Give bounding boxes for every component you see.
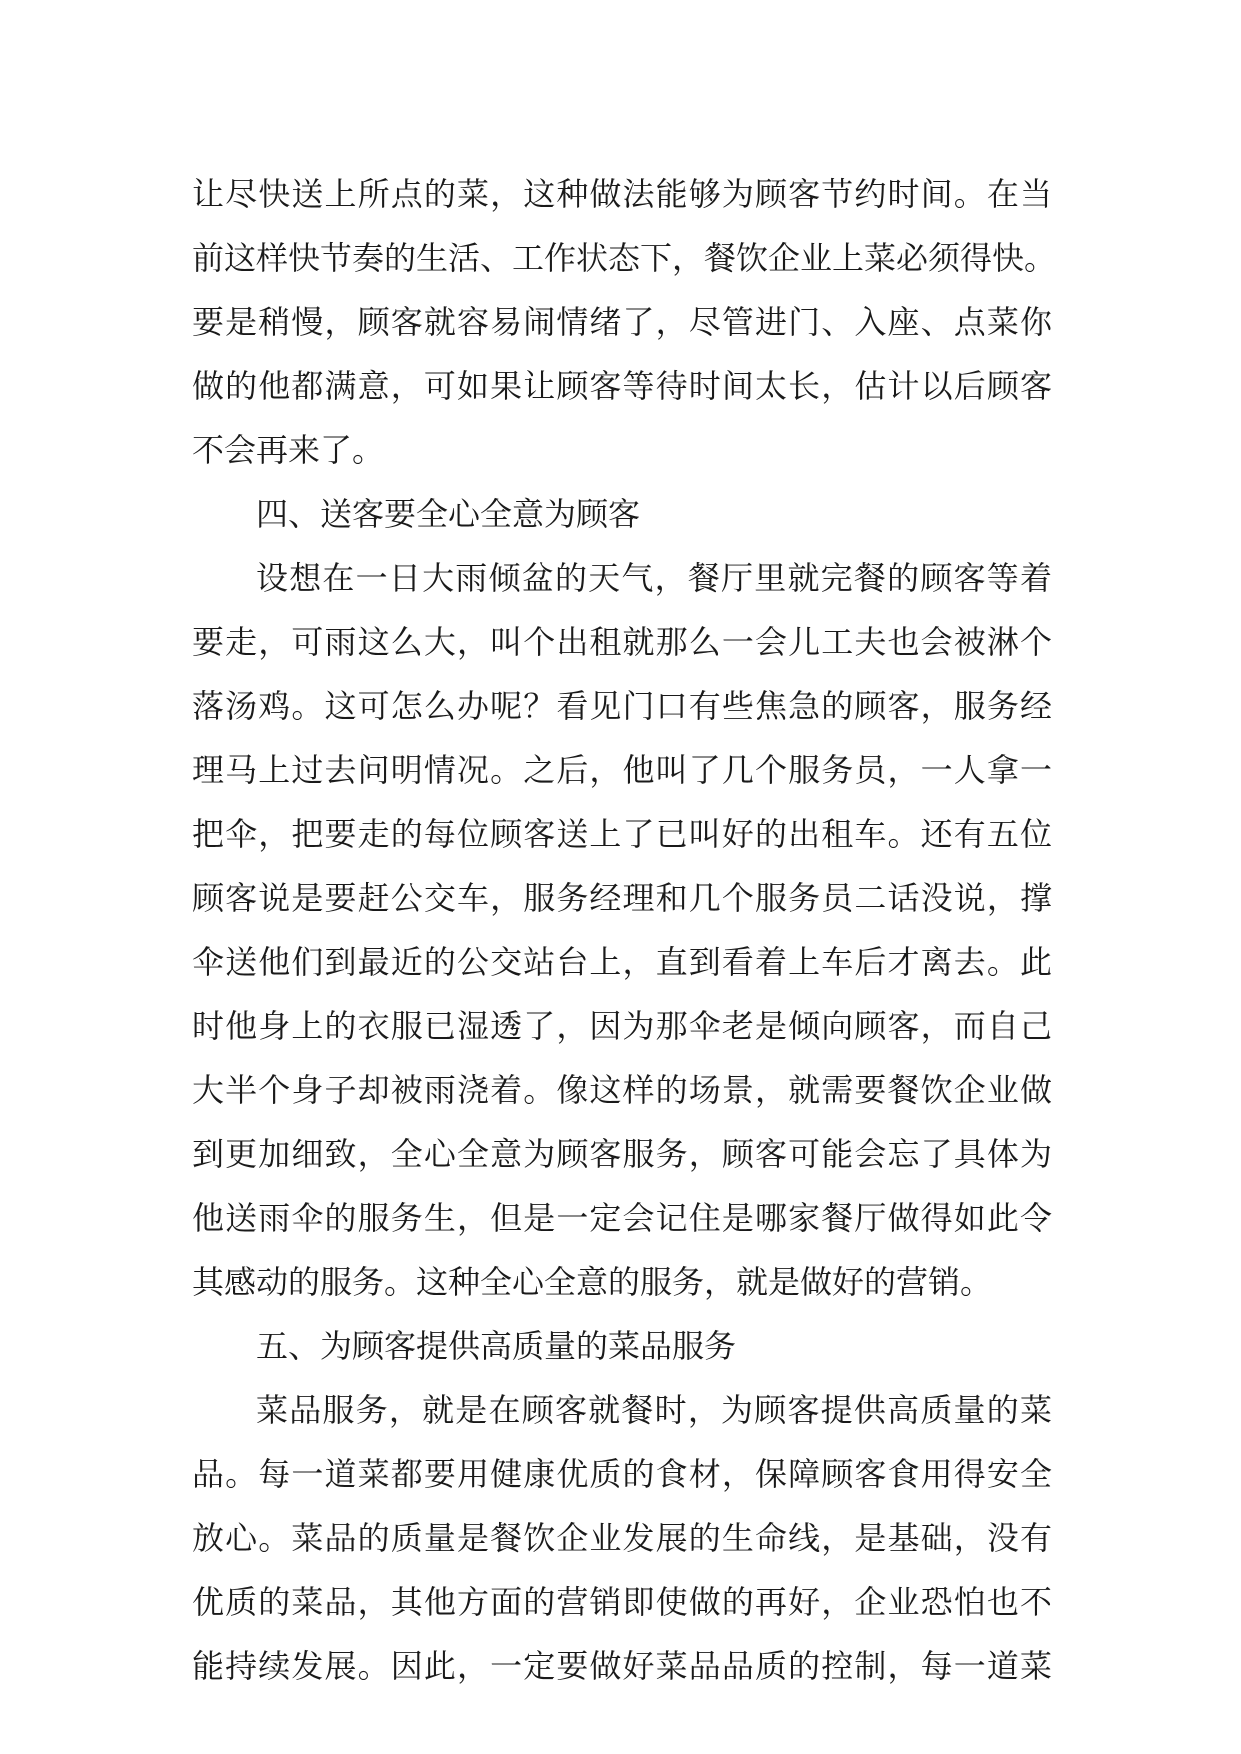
text-line: 顾客说是要赶公交车，服务经理和几个服务员二话没说，撑 <box>192 879 1052 917</box>
section-heading-4: 四、送客要全心全意为顾客 <box>256 495 641 533</box>
paragraph-first-line: 菜品服务，就是在顾客就餐时，为顾客提供高质量的菜 <box>256 1391 1052 1429</box>
text-line: 他送雨伞的服务生，但是一定会记住是哪家餐厅做得如此令 <box>192 1199 1052 1237</box>
section-heading-5: 五、为顾客提供高质量的菜品服务 <box>256 1327 737 1365</box>
text-line: 要走，可雨这么大，叫个出租就那么一会儿工夫也会被淋个 <box>192 623 1052 661</box>
text-line: 理马上过去问明情况。之后，他叫了几个服务员，一人拿一 <box>192 751 1052 789</box>
paragraph-first-line: 设想在一日大雨倾盆的天气，餐厅里就完餐的顾客等着 <box>256 559 1052 597</box>
text-line: 其感动的服务。这种全心全意的服务，就是做好的营销。 <box>192 1263 993 1301</box>
text-line: 伞送他们到最近的公交站台上，直到看着上车后才离去。此 <box>192 943 1052 981</box>
text-line: 让尽快送上所点的菜，这种做法能够为顾客节约时间。在当 <box>192 175 1052 213</box>
text-line: 能持续发展。因此，一定要做好菜品品质的控制，每一道菜 <box>192 1647 1052 1685</box>
text-line: 前这样快节奏的生活、工作状态下，餐饮企业上菜必须得快。 <box>192 239 1057 277</box>
text-line: 做的他都满意，可如果让顾客等待时间太长，估计以后顾客 <box>192 367 1052 405</box>
text-line: 到更加细致，全心全意为顾客服务，顾客可能会忘了具体为 <box>192 1135 1052 1173</box>
text-line: 不会再来了。 <box>192 431 385 469</box>
text-line: 品。每一道菜都要用健康优质的食材，保障顾客食用得安全 <box>192 1455 1052 1493</box>
text-line: 把伞，把要走的每位顾客送上了已叫好的出租车。还有五位 <box>192 815 1052 853</box>
text-line: 优质的菜品，其他方面的营销即使做的再好，企业恐怕也不 <box>192 1583 1052 1621</box>
text-line: 放心。菜品的质量是餐饮企业发展的生命线，是基础，没有 <box>192 1519 1052 1557</box>
document-body <box>192 162 1057 1698</box>
text-line: 落汤鸡。这可怎么办呢？看见门口有些焦急的顾客，服务经 <box>192 687 1052 725</box>
text-line: 大半个身子却被雨浇着。像这样的场景，就需要餐饮企业做 <box>192 1071 1052 1109</box>
text-line: 时他身上的衣服已湿透了，因为那伞老是倾向顾客，而自己 <box>192 1007 1052 1045</box>
text-line: 要是稍慢，顾客就容易闹情绪了，尽管进门、入座、点菜你 <box>192 303 1052 341</box>
